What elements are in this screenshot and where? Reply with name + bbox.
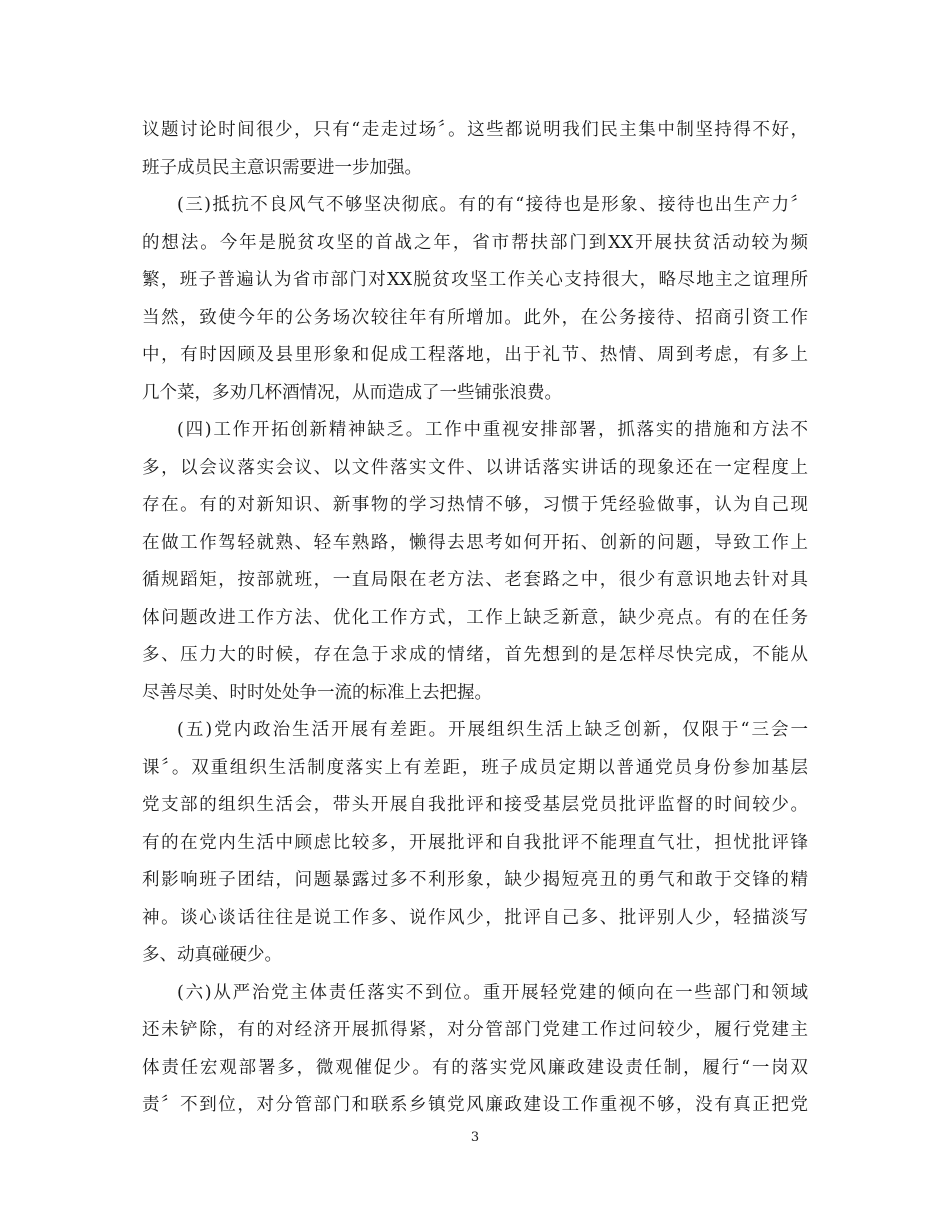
- text-line: 在做工作驾轻就熟、轻车熟路，懒得去思考如何开拓、创新的问题，导致工作上: [142, 532, 808, 553]
- text-line: 多、动真碰硬少。: [142, 945, 282, 965]
- text-line: 当然，致使今年的公务场次较往年有所增加。此外，在公务接待、招商引资工作: [142, 307, 808, 328]
- document-body: [142, 112, 808, 1125]
- text-line: 多、压力大的时候，存在急于求成的情绪，首先想到的是怎样尽快完成，不能从: [142, 645, 808, 665]
- text-line: 班子成员民主意识需要进一步加强。: [142, 157, 422, 178]
- text-line: (六)从严治党主体责任落实不到位。重开展轻党建的倾向在一些部门和领域: [177, 982, 808, 1003]
- text-line: 还未铲除，有的对经济开展抓得紧，对分管部门党建工作过问较少，履行党建主: [142, 1020, 808, 1040]
- text-line: 议题讨论时间很少，只有“走走过场〞。这些都说明我们民主集中制坚持得不好，: [142, 120, 808, 140]
- text-line: (五)党内政治生活开展有差距。开展组织生活上缺乏创新，仅限于“三会一: [177, 720, 808, 740]
- text-line: 存在。有的对新知识、新事物的学习热情不够，习惯于凭经验做事，认为自己现: [142, 495, 808, 515]
- text-line: 体责任宏观部署多，微观催促少。有的落实党风廉政建设责任制，履行“一岗双: [142, 1057, 808, 1078]
- text-line: 体问题改进工作方法、优化工作方式，工作上缺乏新意，缺少亮点。有的在任务: [142, 607, 808, 628]
- text-line: (四)工作开拓创新精神缺乏。工作中重视安排部署，抓落实的措施和方法不: [177, 420, 808, 440]
- text-line: 多，以会议落实会议、以文件落实文件、以讲话落实讲话的现象还在一定程度上: [142, 457, 808, 478]
- text-line: 有的在党内生活中顾虑比较多，开展批评和自我批评不能理直气壮，担忧批评锋: [142, 832, 808, 853]
- text-line: 几个菜，多劝几杯酒情况，从而造成了一些铺张浪费。: [142, 382, 562, 403]
- text-line: 循规蹈矩，按部就班，一直局限在老方法、老套路之中，很少有意识地去针对具: [142, 570, 808, 590]
- text-line: 利影响班子团结，问题暴露过多不利形象，缺少揭短亮丑的勇气和敢于交锋的精: [142, 870, 808, 890]
- text-line: 的想法。今年是脱贫攻坚的首战之年，省市帮扶部门到XX开展扶贫活动较为频: [142, 232, 808, 253]
- text-line: 责〞不到位，对分管部门和联系乡镇党风廉政建设工作重视不够，没有真正把党: [142, 1095, 808, 1115]
- text-line: 课〞。双重组织生活制度落实上有差距，班子成员定期以普通党员身份参加基层: [142, 757, 808, 778]
- text-line: 党支部的组织生活会，带头开展自我批评和接受基层党员批评监督的时间较少。: [142, 795, 808, 815]
- text-line: 尽善尽美、时时处处争一流的标准上去把握。: [142, 682, 492, 703]
- text-line: (三)抵抗不良风气不够坚决彻底。有的有“接待也是形象、接待也出生产力〞: [177, 195, 808, 215]
- page-number: 3: [470, 1130, 480, 1145]
- text-line: 繁，班子普遍认为省市部门对XX脱贫攻坚工作关心支持很大，略尽地主之谊理所: [142, 270, 808, 290]
- text-line: 中，有时因顾及县里形象和促成工程落地，出于礼节、热情、周到考虑，有多上: [142, 345, 808, 365]
- text-line: 神。谈心谈话往往是说工作多、说作风少，批评自己多、批评别人少，轻描淡写: [142, 907, 808, 928]
